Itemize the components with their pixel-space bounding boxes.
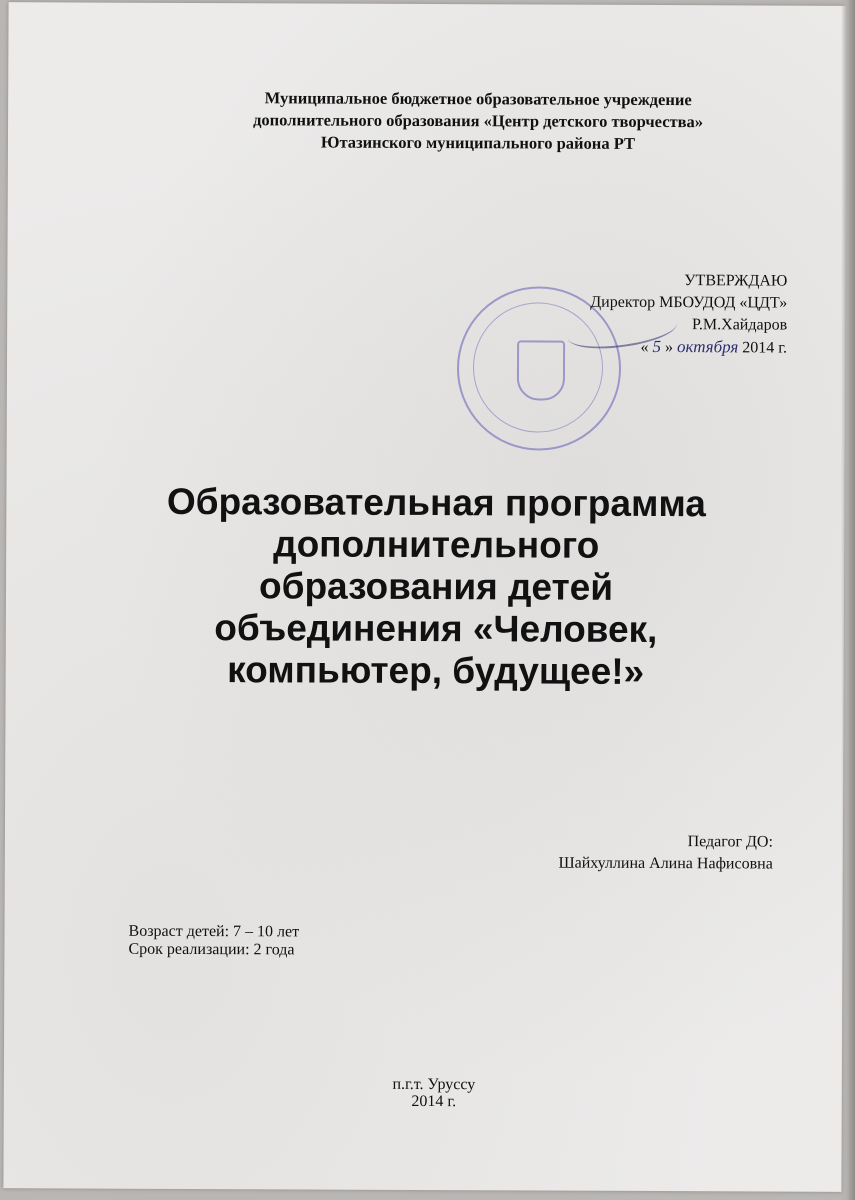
teacher-label: Педагог ДО: <box>687 833 773 851</box>
seal-emblem-icon <box>517 340 565 400</box>
year: 2014 г. <box>411 1092 457 1111</box>
approval-label: УТВЕРЖДАЮ <box>684 272 788 290</box>
approval-name: Р.М.Хайдаров <box>692 316 788 334</box>
age-range: Возраст детей: 7 – 10 лет <box>128 922 300 941</box>
header-line-1: Муниципальное бюджетное образовательное учреждение <box>264 88 692 110</box>
place-and-year <box>334 1076 534 1111</box>
town: п.г.т. Уруссу <box>392 1075 476 1094</box>
title-line-4: компьютер, будущее!» <box>227 649 645 692</box>
program-info <box>128 923 299 960</box>
institution-header <box>168 87 788 156</box>
document-page <box>3 2 846 1192</box>
title-line-3: объединения «Человек, <box>214 607 658 651</box>
header-line-3: Ютазинского муниципального района РТ <box>320 132 636 153</box>
approval-position: Директор МБОУДОД «ЦДТ» <box>590 293 788 312</box>
date-year: 2014 г. <box>742 339 788 357</box>
date-day: 5 <box>652 336 662 357</box>
page-edge-shadow <box>841 0 855 1200</box>
header-line-2: дополнительного образования «Центр детского творчества» <box>253 110 704 132</box>
title-line-1: Образовательная программа <box>166 480 706 525</box>
date-open-quote: « <box>640 338 649 356</box>
program-title <box>156 481 717 693</box>
date-month: октября <box>676 337 739 357</box>
date-close-quote: » <box>664 339 674 357</box>
teacher-block <box>558 831 773 876</box>
teacher-name: Шайхуллина Алина Нафисовна <box>558 854 773 873</box>
duration: Срок реализации: 2 года <box>128 940 295 959</box>
title-line-2: дополнительного образования детей <box>258 523 614 608</box>
